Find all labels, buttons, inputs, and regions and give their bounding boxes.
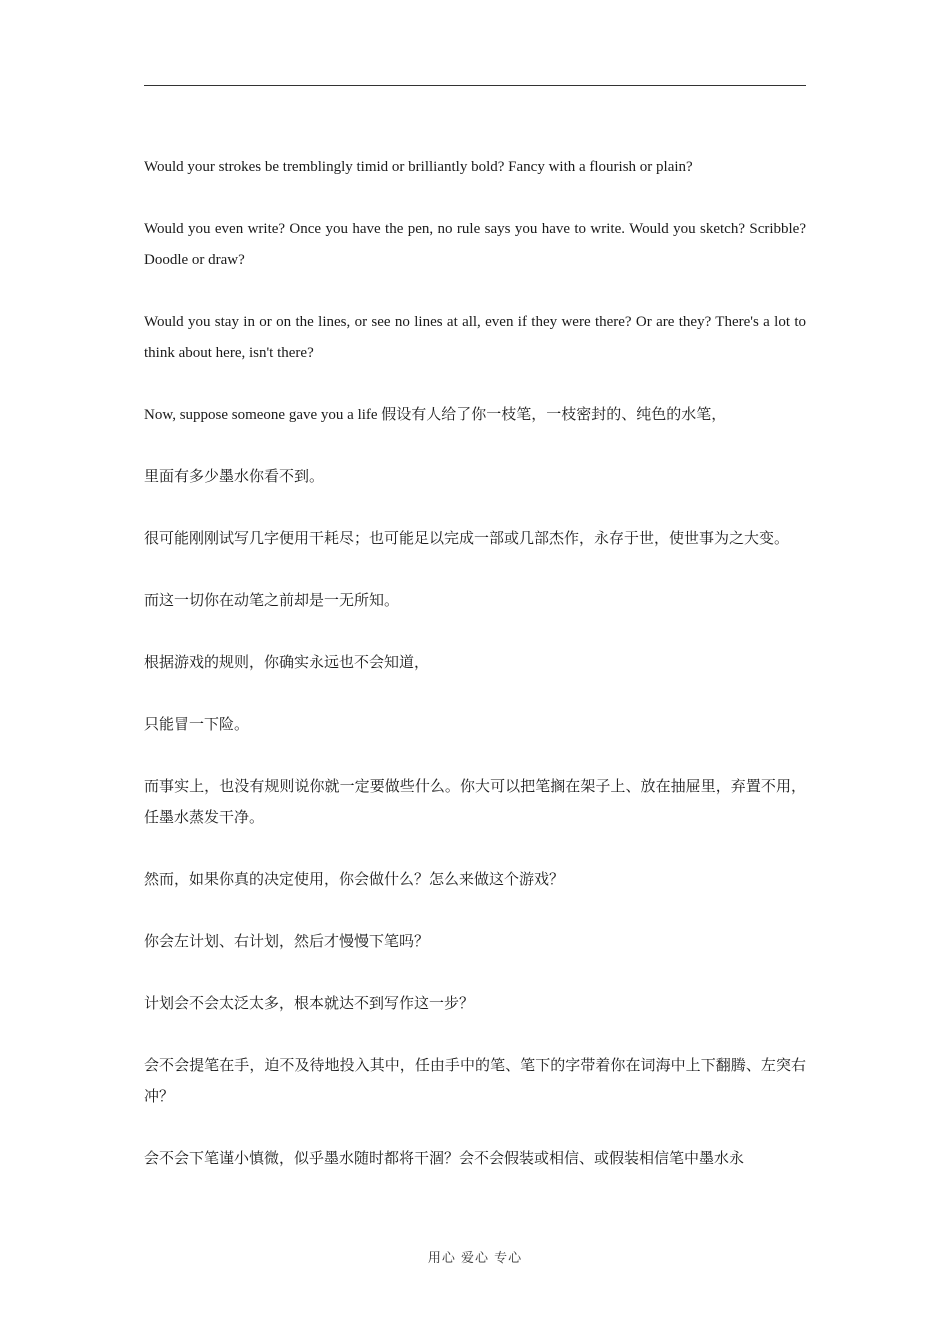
paragraph: 计划会不会太泛太多，根本就达不到写作这一步？: [144, 996, 475, 1012]
header-rule: [144, 85, 806, 86]
paragraph: Would your strokes be tremblingly timid or brilliantly bold? Fancy with a flourish or plain?: [144, 159, 693, 175]
paragraph: 里面有多少墨水你看不到。: [144, 469, 325, 485]
body-text: [144, 152, 806, 1206]
paragraph: 会不会提笔在手，迫不及待地投入其中，任由手中的笔、笔下的字带着你在词海中上下翻腾、左突右冲？: [144, 1058, 806, 1105]
paragraph: Would you stay in or on the lines, or see no lines at all, even if they were there? Or are they? There's a lot to think about here, isn't there?: [144, 314, 806, 361]
page-footer: 用心 爱心 专心: [427, 1251, 523, 1266]
paragraph: 很可能刚刚试写几字便用干耗尽；也可能足以完成一部或几部杰作，永存于世，使世事为之大变。: [144, 531, 790, 547]
paragraph: 然而，如果你真的决定使用，你会做什么？怎么来做这个游戏？: [144, 872, 565, 888]
paragraph: 根据游戏的规则，你确实永远也不会知道，: [144, 655, 430, 671]
paragraph: Now, suppose someone gave you a life 假设有人给了你一枝笔，一枝密封的、纯色的水笔，: [144, 407, 727, 423]
paragraph: 而这一切你在动笔之前却是一无所知。: [144, 593, 400, 609]
paragraph: 你会左计划、右计划，然后才慢慢下笔吗？: [144, 934, 430, 950]
paragraph: 会不会下笔谨小慎微，似乎墨水随时都将干涸？会不会假装或相信、或假装相信笔中墨水永: [144, 1151, 745, 1167]
paragraph: 只能冒一下险。: [144, 717, 250, 733]
paragraph: Would you even write? Once you have the pen, no rule says you have to write. Would you sketch? Scribble? Doodle or draw?: [144, 221, 806, 268]
paragraph: 而事实上，也没有规则说你就一定要做些什么。你大可以把笔搁在架子上、放在抽屉里，弃置不用，任墨水蒸发干净。: [144, 779, 806, 826]
